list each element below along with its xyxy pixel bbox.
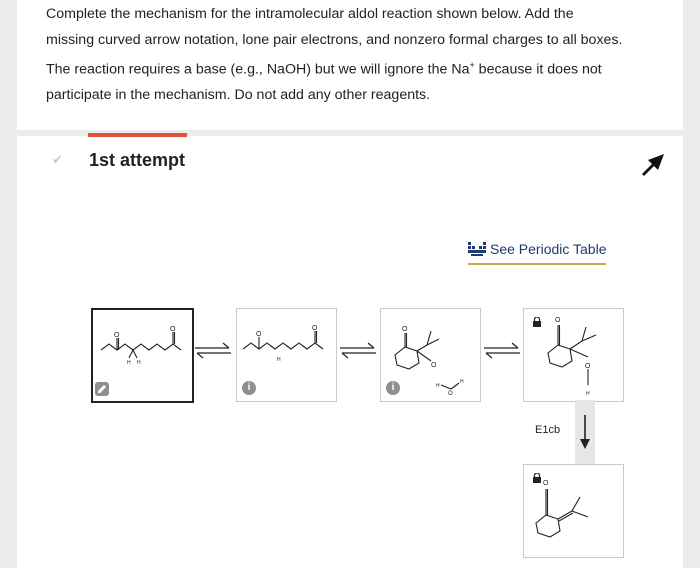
active-tab-indicator	[88, 133, 187, 137]
atom-label: O	[170, 326, 176, 333]
prompt-line-4: participate in the mechanism. Do not add any other reagents.	[46, 87, 431, 104]
mechanism-box-5[interactable]	[523, 464, 624, 558]
atom-label: H	[127, 360, 131, 366]
info-icon[interactable]: i	[242, 381, 256, 395]
atom-label: O	[543, 480, 549, 487]
equilibrium-arrow-icon	[482, 340, 522, 360]
atom-label: O	[256, 331, 262, 338]
mechanism-box-4[interactable]	[523, 308, 624, 402]
attempt-title: 1st attempt	[89, 150, 186, 170]
atom-label: H	[277, 357, 281, 363]
atom-label: H	[436, 383, 440, 389]
edit-icon[interactable]	[95, 382, 109, 396]
enolate-structure	[237, 315, 336, 375]
prompt-line-3b: because it does not	[474, 61, 602, 78]
atom-label: O	[448, 391, 453, 397]
prompt-line-3a: The reaction requires a base (e.g., NaOH) but we will ignore the Na	[46, 61, 470, 78]
periodic-table-link[interactable]	[468, 236, 606, 265]
prompt-superscript: +	[469, 60, 475, 70]
atom-label: H	[586, 391, 590, 397]
mechanism-box-2[interactable]	[236, 308, 337, 402]
atom-label: O	[114, 332, 120, 339]
atom-label: O	[555, 317, 561, 324]
info-icon[interactable]: i	[386, 381, 400, 395]
periodic-table-icon	[468, 242, 486, 256]
atom-label: H	[137, 360, 141, 366]
aldol-product-structure	[524, 309, 623, 401]
mechanism-box-1[interactable]	[91, 308, 194, 403]
equilibrium-arrow-icon	[338, 340, 378, 360]
equilibrium-arrow-icon	[193, 340, 233, 360]
atom-label: H	[460, 379, 464, 385]
question-prompt	[46, 2, 646, 109]
starting-diketone-structure	[93, 316, 192, 376]
atom-label: O	[402, 326, 408, 333]
prompt-line-3	[46, 53, 646, 83]
periodic-table-label: See Periodic Table	[490, 241, 607, 257]
prompt-line-2: missing curved arrow notation, lone pair electrons, and nonzero formal charges to all boxes.	[46, 31, 623, 48]
enone-product-structure	[524, 465, 623, 557]
chevron-down-icon[interactable]: ✔	[52, 152, 63, 167]
down-arrow-icon	[578, 415, 592, 451]
pin-icon[interactable]	[638, 150, 672, 178]
atom-label: O	[431, 362, 437, 369]
prompt-line-1: Complete the mechanism for the intramolecular aldol reaction shown below. Add the	[46, 6, 574, 22]
step-label: E1cb	[535, 424, 561, 436]
mechanism-box-3[interactable]	[380, 308, 481, 402]
atom-label: O	[312, 325, 318, 332]
atom-label: O	[585, 363, 591, 370]
